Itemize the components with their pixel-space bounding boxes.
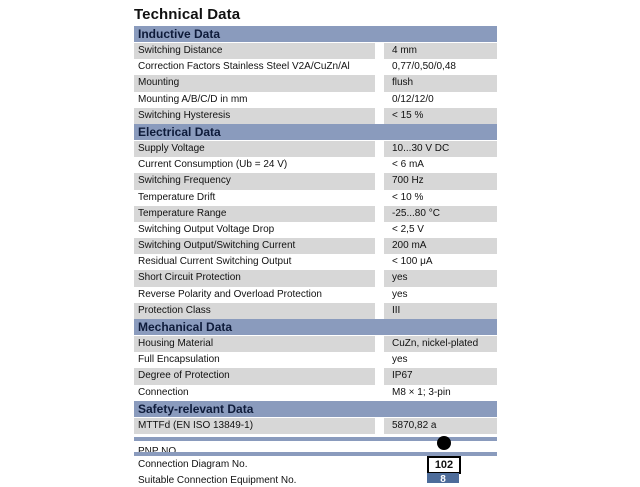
row-value: CuZn, nickel-plated	[384, 336, 497, 352]
table-row	[134, 141, 497, 157]
section-heading-mechanical: Mechanical Data	[134, 319, 497, 335]
row-value: 10...30 V DC	[384, 141, 497, 157]
pnp-no-indicator-icon	[437, 436, 451, 450]
row-value: 5870,82 a	[384, 418, 497, 434]
row-label: Switching Hysteresis	[134, 108, 375, 124]
table-row	[134, 270, 497, 286]
row-value: yes	[384, 270, 497, 286]
table-row	[134, 254, 497, 270]
table-row	[134, 222, 497, 238]
row-value: M8 × 1; 3-pin	[392, 386, 451, 398]
row-value: 700 Hz	[384, 173, 497, 189]
table-row	[134, 92, 497, 108]
row-value: -25...80 °C	[384, 206, 497, 222]
row-value: < 100 μA	[392, 256, 433, 268]
table-row	[134, 238, 497, 254]
row-label: Temperature Range	[134, 206, 375, 222]
row-value: IP67	[384, 368, 497, 384]
row-label: Reverse Polarity and Overload Protection	[138, 288, 322, 300]
row-value: 4 mm	[384, 43, 497, 59]
row-value: 200 mA	[384, 238, 497, 254]
table-row	[134, 368, 497, 384]
row-value: flush	[384, 75, 497, 91]
row-value: < 2,5 V	[392, 223, 424, 235]
table-row	[134, 418, 497, 434]
connection-diagram-label: Connection Diagram No.	[138, 459, 248, 470]
table-row	[134, 59, 497, 75]
row-label: Correction Factors Stainless Steel V2A/CuZn/Al	[138, 61, 350, 73]
table-row	[134, 43, 497, 59]
table-row	[134, 75, 497, 91]
table-row	[134, 352, 497, 368]
connection-equipment-label: Suitable Connection Equipment No.	[138, 475, 297, 486]
row-label: Temperature Drift	[138, 191, 216, 203]
page-title: Technical Data	[134, 6, 241, 23]
row-label: Current Consumption (Ub = 24 V)	[138, 159, 288, 171]
row-label: Housing Material	[134, 336, 375, 352]
row-label: Degree of Protection	[134, 368, 375, 384]
table-row	[134, 336, 497, 352]
row-label: Mounting A/B/C/D in mm	[138, 93, 248, 105]
row-label: Mounting	[134, 75, 375, 91]
row-label: Switching Output Voltage Drop	[138, 223, 275, 235]
table-row	[134, 303, 497, 319]
row-label: Switching Distance	[134, 43, 375, 59]
table-row	[134, 157, 497, 173]
technical-data-table	[134, 26, 497, 461]
row-value: yes	[392, 354, 408, 366]
row-value: < 6 mA	[392, 159, 424, 171]
row-value: III	[384, 303, 497, 319]
row-label: MTTFd (EN ISO 13849-1)	[134, 418, 375, 434]
section-heading-safety: Safety-relevant Data	[134, 401, 497, 417]
row-label: Full Encapsulation	[138, 354, 220, 366]
row-label: Protection Class	[134, 303, 375, 319]
table-row	[134, 190, 497, 206]
table-row	[134, 287, 497, 303]
table-row	[134, 108, 497, 124]
row-label: Connection	[138, 386, 189, 398]
row-value: 0,77/0,50/0,48	[392, 61, 456, 73]
row-value: < 15 %	[384, 108, 497, 124]
table-row	[134, 173, 497, 189]
row-label: Switching Output/Switching Current	[134, 238, 375, 254]
row-label: Supply Voltage	[134, 141, 375, 157]
row-label: Residual Current Switching Output	[138, 256, 292, 268]
row-value: < 10 %	[392, 191, 424, 203]
section-heading-electrical: Electrical Data	[134, 124, 497, 140]
row-label: Switching Frequency	[134, 173, 375, 189]
row-label: Short Circuit Protection	[134, 270, 375, 286]
connection-diagram-number: 102	[427, 456, 461, 474]
table-row	[134, 385, 497, 401]
row-value: yes	[392, 288, 408, 300]
row-value: 0/12/12/0	[392, 93, 434, 105]
table-row	[134, 206, 497, 222]
connection-equipment-number: 8	[427, 473, 459, 483]
section-heading-inductive: Inductive Data	[134, 26, 497, 42]
